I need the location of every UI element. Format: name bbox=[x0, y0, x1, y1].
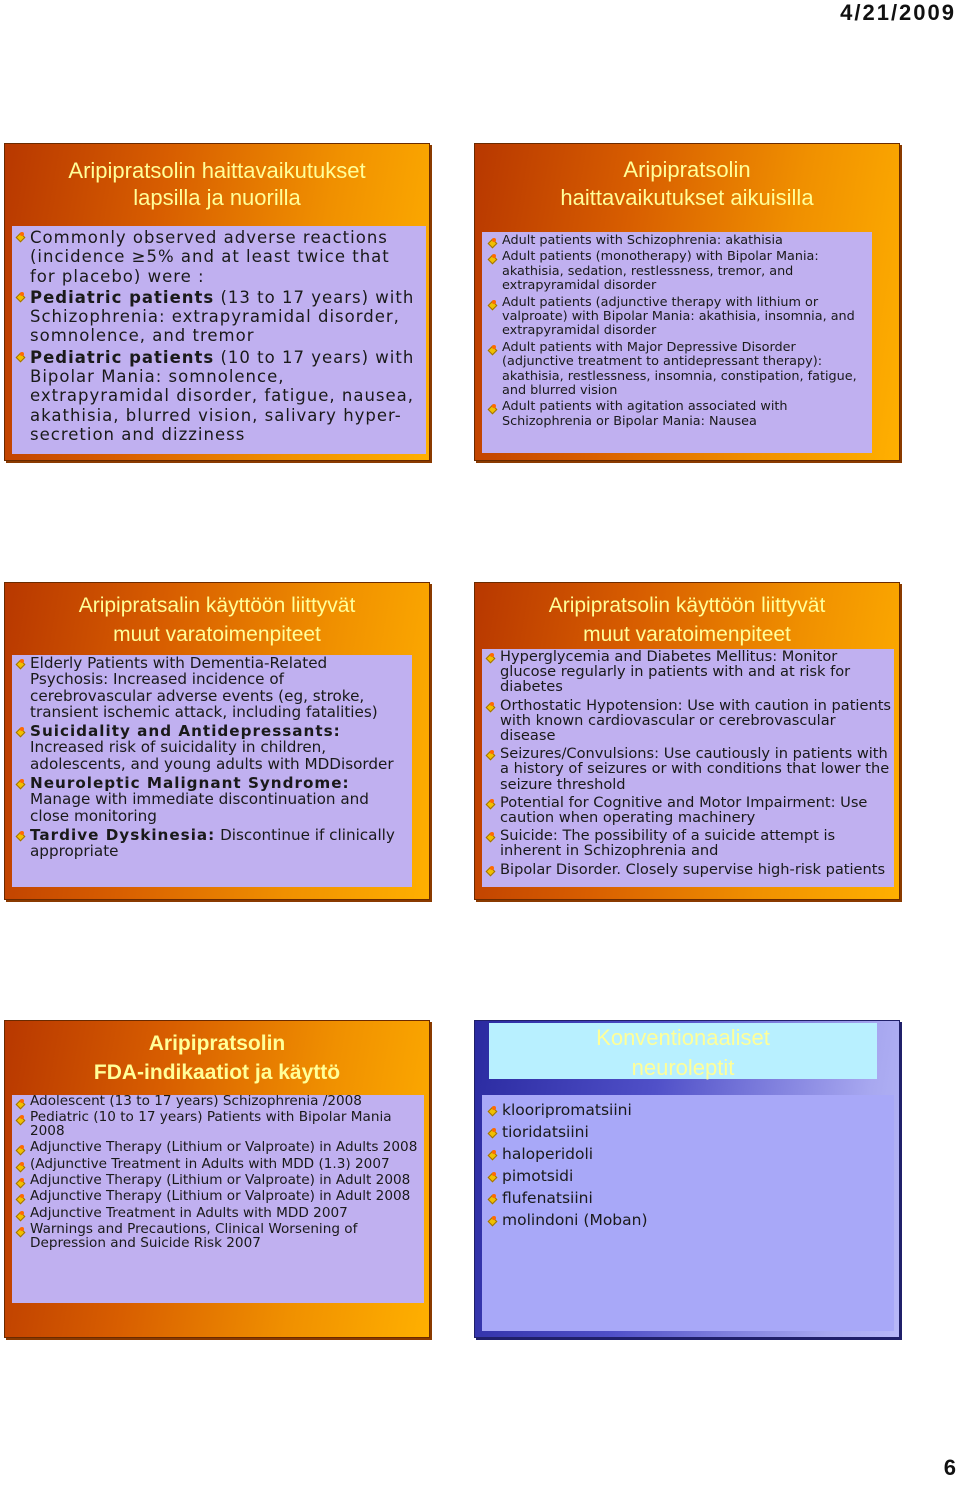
title-line: Aripipratsolin haittavaikutukset bbox=[68, 158, 366, 183]
title-line: Aripipratsalin käyttöön liittyvät bbox=[78, 594, 356, 617]
slide-title bbox=[5, 1029, 429, 1087]
slide-3 bbox=[4, 582, 430, 900]
content-panel bbox=[12, 226, 426, 454]
bullet-text: Discontinue if clinically appropriate bbox=[30, 825, 395, 861]
bullet-text: Hyperglycemia and Diabetes Mellitus: Monitor glucose regularly in patients with and at risk for diabetes bbox=[500, 648, 851, 696]
list-item bbox=[486, 795, 892, 825]
bullet-text: Adolescent (13 to 17 years) Schizophrenia /2008 bbox=[30, 1093, 362, 1109]
bullet-text: Manage with immediate discontinuation and close monitoring bbox=[30, 790, 369, 825]
bullet-text: Adult patients with Schizophrenia: akathisia bbox=[502, 233, 783, 248]
bullet-text: (13 to 17 years) with Schizophrenia: extrapyramidal disorder, somnolence, and tremor bbox=[30, 287, 415, 346]
list-item bbox=[16, 228, 420, 286]
list-item bbox=[16, 1204, 422, 1221]
bullet-icon bbox=[488, 404, 497, 413]
bullet-icon bbox=[486, 832, 495, 841]
list-item bbox=[16, 723, 410, 772]
bullet-icon bbox=[488, 300, 497, 309]
bullet-text: Adjunctive Therapy (Lithium or Valproate) in Adults 2008 bbox=[30, 1139, 418, 1156]
title-line: muut varatoimenpiteet bbox=[113, 623, 321, 646]
slide-title bbox=[475, 591, 899, 649]
bullet-icon bbox=[16, 352, 25, 361]
list-item bbox=[16, 775, 410, 824]
bullet-text: Potential for Cognitive and Motor Impairment: Use caution when operating machinery bbox=[500, 793, 868, 827]
bullet-icon bbox=[16, 232, 25, 241]
bullet-icon bbox=[488, 254, 497, 263]
list-item bbox=[486, 746, 892, 792]
bullet-bold-text: Pediatric patients bbox=[30, 287, 215, 307]
bullet-icon bbox=[486, 702, 495, 711]
bullet-text: tioridatsiini bbox=[502, 1123, 589, 1141]
title-line: lapsilla ja nuorilla bbox=[133, 184, 301, 210]
bullet-text: Adjunctive Treatment in Adults with MDD 2007 bbox=[30, 1204, 348, 1221]
title-line: muut varatoimenpiteet bbox=[583, 623, 791, 646]
list-item bbox=[16, 348, 420, 444]
bullet-text: Pediatric (10 to 17 years) Patients with Bipolar Mania 2008 bbox=[30, 1109, 392, 1139]
slide-title bbox=[475, 156, 899, 212]
slide-4 bbox=[474, 582, 900, 900]
list-item bbox=[486, 862, 892, 877]
list-item bbox=[16, 827, 410, 860]
bullet-icon bbox=[486, 750, 495, 759]
list-item bbox=[488, 1187, 892, 1209]
list-item bbox=[488, 234, 868, 248]
list-item bbox=[488, 1165, 892, 1187]
bullet-icon bbox=[488, 1106, 497, 1115]
bullet-text: Suicide: The possibility of a suicide attempt is inherent in Schizophrenia and bbox=[500, 827, 836, 860]
content-panel bbox=[12, 1095, 424, 1303]
bullet-icon bbox=[486, 866, 495, 875]
list-item bbox=[488, 250, 868, 293]
bullet-text: Elderly Patients with Dementia-Related Psychosis: Increased incidence of cerebrovascular adverse events (eg, stroke, transient ischemic attack, including fatalities) bbox=[30, 654, 378, 721]
bullet-icon bbox=[16, 1145, 25, 1154]
title-line: Aripipratsolin bbox=[623, 157, 751, 182]
list-item bbox=[488, 296, 868, 339]
bullet-text: Adult patients (adjunctive therapy with lithium or valproate) with Bipolar Mania: akathisia, insomnia, and extrapyramidal disorder bbox=[502, 294, 855, 339]
list-item bbox=[486, 828, 892, 858]
bullet-text: flufenatsiini bbox=[502, 1189, 593, 1207]
slide-title bbox=[5, 591, 429, 649]
bullet-icon bbox=[16, 292, 25, 301]
slide-6 bbox=[474, 1020, 900, 1338]
list-item bbox=[16, 1095, 422, 1108]
bullet-text: Adult patients (monotherapy) with Bipolar Mania: akathisia, sedation, restlessness, tremor, and extrapyramidal disorder bbox=[502, 249, 819, 294]
bullet-text: Adult patients with agitation associated with Schizophrenia or Bipolar Mania: Nausea bbox=[502, 399, 788, 429]
content-panel bbox=[482, 649, 894, 887]
list-item bbox=[488, 1143, 892, 1165]
date-header: 4/21/2009 bbox=[840, 0, 956, 25]
bullet-bold-text: Neuroleptic Malignant Syndrome: bbox=[30, 774, 350, 793]
bullet-text: Seizures/Convulsions: Use cautiously in patients with a history of seizures or with conditions that lower the seizure threshold bbox=[500, 745, 890, 793]
bullet-icon bbox=[488, 1172, 497, 1181]
bullet-text: Adult patients with Major Depressive Disorder (adjunctive treatment to antidepressant therapy): akathisia, restlessness, insomnia, constipation, fatigue, and blurred vision bbox=[502, 339, 857, 399]
list-item bbox=[488, 341, 868, 399]
bullet-text: haloperidoli bbox=[502, 1145, 594, 1163]
bullet-icon bbox=[16, 779, 25, 788]
bullet-icon bbox=[16, 831, 25, 840]
list-item bbox=[16, 288, 420, 346]
bullet-icon bbox=[488, 1194, 497, 1203]
bullet-bold-text: Tardive Dyskinesia: bbox=[30, 825, 216, 844]
bullet-text: klooripromatsiini bbox=[502, 1101, 632, 1119]
list-item bbox=[16, 1190, 422, 1203]
bullet-text: Warnings and Precautions, Clinical Worsening of Depression and Suicide Risk 2007 bbox=[30, 1221, 358, 1251]
bullet-icon bbox=[488, 238, 497, 247]
slide-2 bbox=[474, 143, 900, 461]
content-panel bbox=[12, 655, 412, 887]
list-item bbox=[488, 400, 868, 429]
bullet-bold-text: Pediatric patients bbox=[30, 347, 215, 367]
list-item bbox=[488, 1209, 892, 1231]
bullet-text: Bipolar Disorder. Closely supervise high-risk patients bbox=[500, 860, 886, 878]
bullet-text: Adjunctive Therapy (Lithium or Valproate) in Adult 2008 bbox=[30, 1188, 411, 1205]
title-line: neuroleptit bbox=[631, 1055, 735, 1080]
content-panel bbox=[482, 1095, 894, 1331]
list-item bbox=[16, 1174, 422, 1187]
bullet-text: (Adjunctive Treatment in Adults with MDD (1.3) 2007 bbox=[30, 1155, 390, 1172]
slide-5 bbox=[4, 1020, 430, 1338]
title-line: Aripipratsolin käyttöön liittyvät bbox=[548, 594, 826, 617]
bullet-icon bbox=[16, 659, 25, 668]
bullet-icon bbox=[16, 1099, 25, 1108]
bullet-icon bbox=[488, 345, 497, 354]
list-item bbox=[16, 1111, 422, 1138]
page-number: 6 bbox=[943, 1455, 956, 1480]
list-item bbox=[486, 649, 892, 695]
bullet-icon bbox=[16, 727, 25, 736]
bullet-icon bbox=[486, 653, 495, 662]
slide-title bbox=[489, 1023, 877, 1083]
bullet-bold-text: Suicidality and Antidepressants: bbox=[30, 722, 341, 741]
bullet-text: molindoni (Moban) bbox=[502, 1211, 648, 1229]
bullet-icon bbox=[16, 1211, 25, 1220]
slide-1 bbox=[4, 143, 430, 461]
list-item bbox=[16, 1141, 422, 1154]
list-item bbox=[16, 1155, 422, 1172]
bullet-text: Increased risk of suicidality in children, adolescents, and young adults with MDDisorder bbox=[30, 738, 394, 773]
list-item bbox=[486, 698, 892, 744]
bullet-text: (10 to 17 years) with Bipolar Mania: somnolence, extrapyramidal disorder, fatigue, nausea, akathisia, blurred vision, salivary hyper-secretion and dizziness bbox=[30, 347, 415, 444]
title-line: Konventionaaliset bbox=[596, 1025, 770, 1050]
bullet-icon bbox=[16, 1227, 25, 1236]
bullet-icon bbox=[488, 1150, 497, 1159]
slide-title bbox=[5, 158, 429, 212]
title-line: Aripipratsolin bbox=[148, 1032, 286, 1055]
bullet-icon bbox=[16, 1194, 25, 1203]
title-line: FDA-indikaatiot ja käyttö bbox=[93, 1061, 341, 1084]
list-item bbox=[16, 655, 410, 720]
bullet-icon bbox=[486, 799, 495, 808]
title-line: haittavaikutukset aikuisilla bbox=[560, 185, 814, 210]
bullet-text: Commonly observed adverse reactions (incidence ≥5% and at least twice that for placebo) were : bbox=[30, 228, 390, 286]
bullet-text: Adjunctive Therapy (Lithium or Valproate) in Adult 2008 bbox=[30, 1172, 411, 1189]
bullet-text: pimotsidi bbox=[502, 1167, 574, 1185]
bullet-icon bbox=[16, 1115, 25, 1124]
bullet-icon bbox=[16, 1178, 25, 1187]
list-item bbox=[488, 1121, 892, 1143]
list-item bbox=[488, 1099, 892, 1121]
list-item bbox=[16, 1223, 422, 1250]
bullet-icon bbox=[488, 1216, 497, 1225]
bullet-icon bbox=[16, 1162, 25, 1171]
content-panel bbox=[482, 232, 872, 453]
bullet-text: Orthostatic Hypotension: Use with caution in patients with known cardiovascular or cerebrovascular disease bbox=[500, 696, 892, 745]
bullet-icon bbox=[488, 1128, 497, 1137]
